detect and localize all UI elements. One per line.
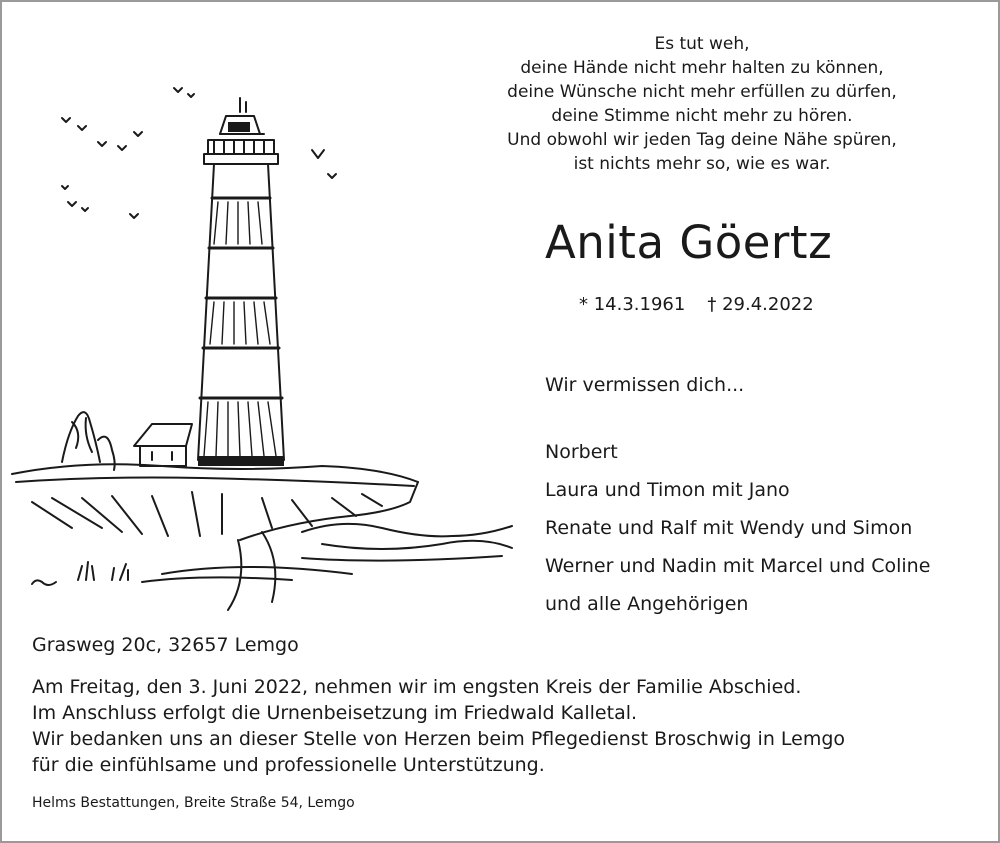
mourner-line: Norbert bbox=[545, 441, 618, 463]
mourner-line: Werner und Nadin mit Marcel und Coline bbox=[545, 555, 931, 577]
mourners-list bbox=[545, 433, 930, 623]
poem-line: Und obwohl wir jeden Tag deine Nähe spüren, bbox=[507, 130, 897, 150]
missed-text: Wir vermissen dich... bbox=[545, 374, 745, 396]
poem-line: deine Wünsche nicht mehr erfüllen zu dürfen, bbox=[507, 82, 897, 102]
memorial-poem bbox=[472, 32, 932, 176]
poem-line: deine Stimme nicht mehr zu hören. bbox=[551, 106, 853, 126]
poem-line: ist nichts mehr so, wie es war. bbox=[573, 154, 831, 174]
life-dates bbox=[579, 294, 814, 315]
birth-date: * 14.3.1961 bbox=[579, 294, 686, 315]
deceased-name: Anita Göertz bbox=[545, 216, 833, 269]
undertaker-info: Helms Bestattungen, Breite Straße 54, Lemgo bbox=[32, 795, 355, 811]
mourner-address: Grasweg 20c, 32657 Lemgo bbox=[32, 634, 299, 656]
notice-line: Wir bedanken uns an dieser Stelle von Herzen beim Pflegedienst Broschwig in Lemgo bbox=[32, 728, 846, 750]
funeral-notice bbox=[32, 674, 845, 778]
lighthouse-icon bbox=[2, 62, 522, 622]
mourner-line: Renate und Ralf mit Wendy und Simon bbox=[545, 517, 913, 539]
notice-line: für die einfühlsame und professionelle Unterstützung. bbox=[32, 754, 545, 776]
mourner-line: Laura und Timon mit Jano bbox=[545, 479, 790, 501]
mourner-line: und alle Angehörigen bbox=[545, 593, 749, 615]
notice-line: Im Anschluss erfolgt die Urnenbeisetzung im Friedwald Kalletal. bbox=[32, 702, 638, 724]
poem-line: Es tut weh, bbox=[654, 34, 750, 54]
poem-line: deine Hände nicht mehr halten zu können, bbox=[520, 58, 884, 78]
notice-line: Am Freitag, den 3. Juni 2022, nehmen wir im engsten Kreis der Familie Abschied. bbox=[32, 676, 802, 698]
death-date: † 29.4.2022 bbox=[707, 294, 814, 315]
